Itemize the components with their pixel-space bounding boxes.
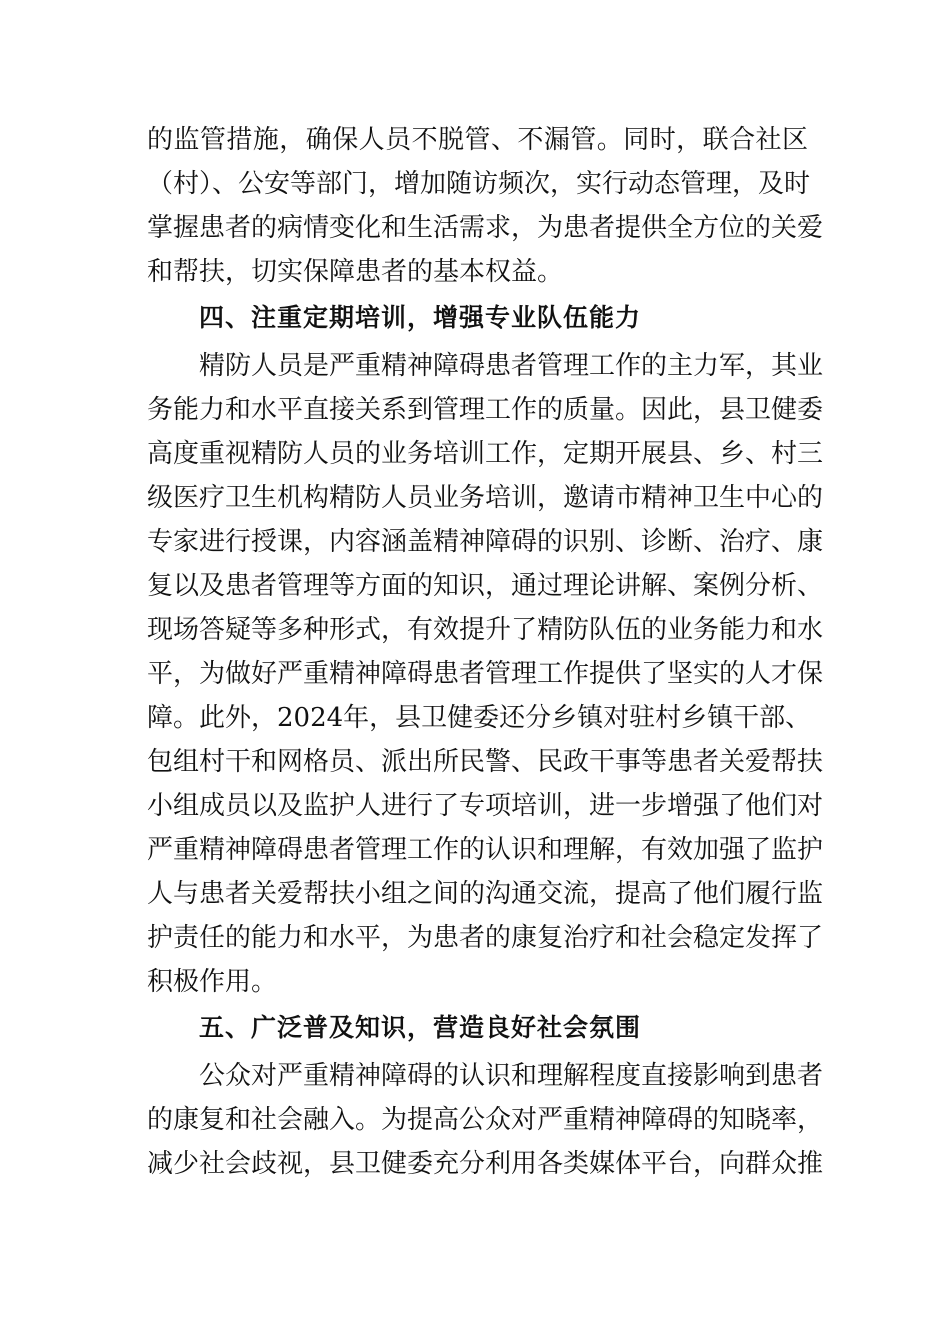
section-heading-5: 五、广泛普及知识，营造良好社会氛围	[199, 1013, 642, 1042]
text-line: 的康复和社会融入。为提高公众对严重精神障碍的知晓率，	[147, 1105, 824, 1135]
text-line: 务能力和水平直接关系到管理工作的质量。因此，县卫健委	[147, 395, 824, 425]
text-line: 严重精神障碍患者管理工作的认识和理解，有效加强了监护	[147, 835, 824, 865]
text-line: 障。此外，2024年，县卫健委还分乡镇对驻村乡镇干部、	[147, 703, 812, 733]
text-line: 减少社会歧视，县卫健委充分利用各类媒体平台，向群众推	[147, 1149, 824, 1179]
text-line: 级医疗卫生机构精防人员业务培训，邀请市精神卫生中心的	[147, 483, 824, 513]
text-line: 人与患者关爱帮扶小组之间的沟通交流，提高了他们履行监	[147, 879, 824, 909]
text-line: 和帮扶，切实保障患者的基本权益。	[147, 257, 564, 287]
text-line: 高度重视精防人员的业务培训工作，定期开展县、乡、村三	[147, 439, 824, 469]
text-line: 的监管措施，确保人员不脱管、不漏管。同时，联合社区	[147, 125, 808, 155]
text-line: （村）、公安等部门，增加随访频次，实行动态管理，及时	[147, 169, 811, 199]
text-line: 公众对严重精神障碍的认识和理解程度直接影响到患者	[199, 1061, 824, 1091]
text-line: 护责任的能力和水平，为患者的康复治疗和社会稳定发挥了	[147, 923, 824, 953]
text-line: 精防人员是严重精神障碍患者管理工作的主力军，其业	[199, 351, 824, 381]
text-line: 包组村干和网格员、派出所民警、民政干事等患者关爱帮扶	[147, 747, 824, 777]
text-line: 小组成员以及监护人进行了专项培训，进一步增强了他们对	[147, 791, 824, 821]
section-heading-4: 四、注重定期培训，增强专业队伍能力	[199, 303, 642, 332]
text-line: 平，为做好严重精神障碍患者管理工作提供了坚实的人才保	[147, 659, 824, 689]
text-line: 掌握患者的病情变化和生活需求，为患者提供全方位的关爱	[147, 213, 824, 243]
text-line: 专家进行授课，内容涵盖精神障碍的识别、诊断、治疗、康	[147, 527, 824, 557]
text-line: 现场答疑等多种形式，有效提升了精防队伍的业务能力和水	[147, 615, 824, 645]
text-line: 复以及患者管理等方面的知识，通过理论讲解、案例分析、	[147, 571, 824, 601]
text-line: 积极作用。	[147, 967, 278, 997]
